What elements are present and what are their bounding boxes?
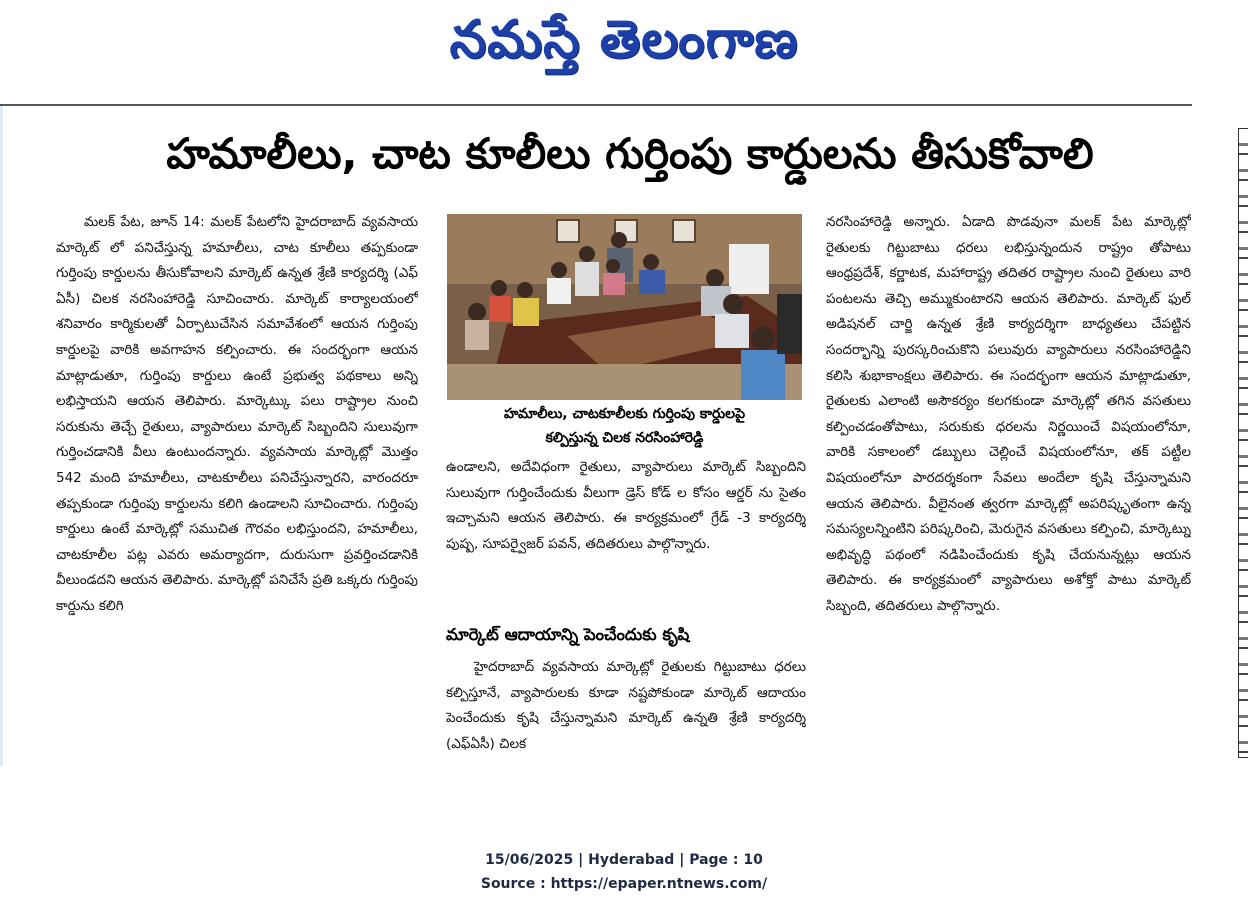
photo-caption-line-1: హమాలీలు, చాటకూలీలకు గుర్తింపు కార్డులపై: [503, 406, 746, 422]
newspaper-logo: నమస్తే తెలంగాణ: [449, 9, 799, 70]
article-column-2-paragraph-1: ఉండాలని, అదేవిధంగా రైతులు, వ్యాపారులు మార్కెట్ సిబ్బందిని సులువుగా గుర్తించేందుకు వీలుగా డ్రెస్ కోడ్ ల కోసం ఆర్డర్ ను సైతం ఇచ్చామని ఆయన తెలిపారు. ఈ కార్యక్రమంలో గ్రేడ్ -3 కార్యదర్శి పుష్ప, సూపర్వైజర్ పవన్, తదితరులు పాల్గొన్నారు.: [446, 459, 806, 552]
article-subheading: మార్కెట్ ఆదాయాన్ని పెంచేందుకు కృషి: [446, 625, 690, 644]
page-footer: [0, 848, 1248, 900]
article-column-3: నరసింహారెడ్డి అన్నారు. ఏడాది పొడవునా మలక్ పేట మార్కెట్లో రైతులకు గిట్టుబాటు ధరలు లభిస్తున్నందున రాష్ట్రం తోపాటు ఆంధ్రప్రదేశ్, కర్ణాటక, మహారాష్ట్ర తదితర రాష్ట్రాల నుంచి రైతులు వారి పంటలను తెచ్చి అమ్ముకుంటారని ఆయన తెలిపారు. మార్కెట్ ఫుల్ అడిషనల్ చార్జి ఉన్నత శ్రేణి కార్యదర్శిగా బాధ్యతలు చేపట్టిన సందర్భాన్ని పురస్కరించుకొని పలువురు వ్యాపారులు నరసింహారెడ్డిని కలిసి శుభాకాంక్షలు తెలిపారు. ఈ సందర్భంగా ఆయన మాట్లాడుతూ, రైతులకు ఎలాంటి అసౌకర్యం కలగకుండా మార్కెట్లో తగిన వసతులు కల్పించడంతోపాటు, సరుకుకు ధరలను నిర్ణయించే విషయంలోనూ, వారికి సకాలంలో డబ్బులు చెల్లించే విషయంలోనూ, తక్ పట్టీల విషయంలోనూ పారదర్శకంగా సేవలు అందేలా కృషి చేస్తున్నామని ఆయన తెలిపారు. వీలైనంత త్వరగా మార్కెట్లో అపరిష్కృతంగా ఉన్న సమస్యలన్నింటిని పరిష్కరించి, మెరుగైన వసతులు కల్పించి, మార్కెట్ను అభివృద్ధి పథంలో నడిపించేందుకు కృషి చేయనున్నట్లు ఆయన తెలిపారు. ఈ కార్యక్రమంలో వ్యాపారులు అశోక్తో పాటు మార్కెట్ సిబ్బంది, తదితరులు పాల్గొన్నారు.: [826, 214, 1191, 614]
article-column-1: మలక్ పేట, జూన్ 14: మలక్ పేటలోని హైదరాబాద్ వ్యవసాయ మార్కెట్ లో పనిచేస్తున్న హమాలీలు, చాట కూలీలు తప్పకుండా గుర్తింపు కార్డులను తీసుకోవాలని మార్కెట్ ఉన్నత శ్రేణి కార్యదర్శి (ఎఫ్ ఏసీ) చిలక నరసింహారెడ్డి సూచించారు. మార్కెట్ కార్యాలయంలో శనివారం కార్మికులతో ఏర్పాటుచేసిన సమావేశంలో ఆయన గుర్తింపు కార్డులపై వారికి అవగాహన కల్పించారు. ఈ సందర్భంగా ఆయన మాట్లాడుతూ, గుర్తింపు కార్డులు ఉంటే ప్రభుత్వ పథకాలు అన్ని లభిస్తాయని ఆయన తెలిపారు. మార్కెట్కు పలు రాష్ట్రాల నుంచి సరుకును తెచ్చే రైతులు, వ్యాపారులు మార్కెట్ సిబ్బందిని సులువుగా గుర్తించడానికి వీలు ఉంటుందన్నారు. వ్యవసాయ మార్కెట్లో మొత్తం 542 మంది హమాలీలు, చాటకూలీలు పనిచేస్తున్నారని, వారందరూ తప్పకుండా గుర్తింపు కార్డులను కలిగి ఉండాలని సూచించారు. గుర్తింపు కార్డులు ఉంటే మార్కెట్లో సముచిత గౌరవం లభిస్తుందని, హమాలీలు, చాటకూలీల పట్ల ఎవరు అమర్యాదగా, దురుసుగా ప్రవర్తించడానికి వీలుండదని ఆయన తెలిపారు. మార్కెట్లో పనిచేసే ప్రతి ఒక్కరు గుర్తింపు కార్డును కలిగి: [56, 214, 418, 614]
article-column-2-paragraph-2: హైదరాబాద్ వ్యవసాయ మార్కెట్లో రైతులకు గిట్టుబాటు ధరలు కల్పిస్తూనే, వ్యాపారులకు కూడా నష్టపోకుండా మార్కెట్ ఆదాయం పెంచేందుకు కృషి చేస్తున్నామని మార్కెట్ ఉన్నతి శ్రేణి కార్యదర్శి (ఎఫ్ఏసీ) చిలక: [446, 659, 806, 752]
adjacent-article-strip: [1238, 128, 1248, 758]
masthead: [0, 0, 1248, 92]
footer-date-edition-page: 15/06/2025 | Hyderabad | Page : 10: [485, 852, 763, 868]
footer-source-link[interactable]: Source : https://epaper.ntnews.com/: [480, 876, 768, 892]
clip-edge-marker: [0, 106, 3, 766]
article-photo: [447, 214, 802, 400]
masthead-divider: [0, 104, 1192, 106]
photo-caption-line-2: కల్పిస్తున్న చిలక నరసింహారెడ్డి: [545, 430, 704, 446]
photo-caption: [447, 402, 802, 452]
meeting-photo-illustration: [447, 214, 802, 400]
article-headline: హమాలీలు, చాట కూలీలు గుర్తింపు కార్డులను తీసుకోవాలి: [166, 129, 1094, 178]
